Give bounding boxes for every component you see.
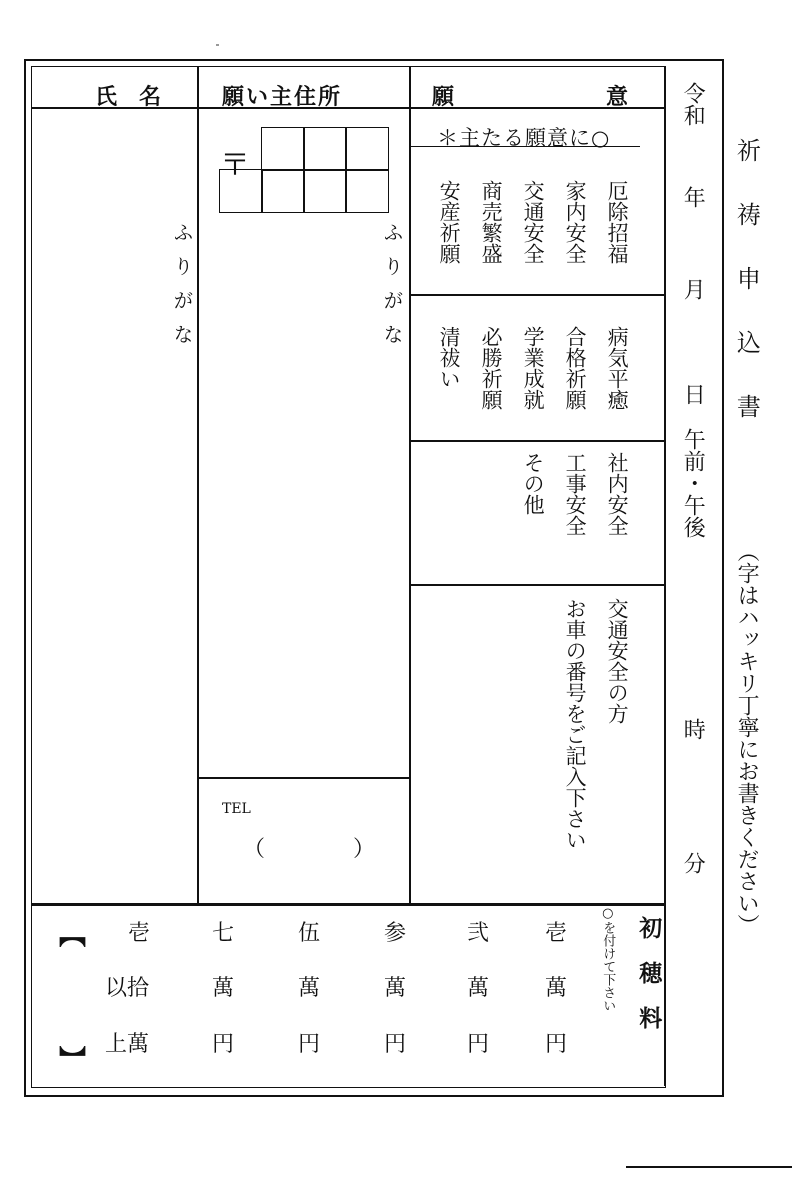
fee-option-mid: 萬 — [212, 976, 235, 1001]
fee-option-top: 七 — [212, 921, 235, 946]
car-number-field[interactable] — [414, 590, 554, 900]
fee-option-bottom: 円 — [212, 1032, 235, 1057]
wish-option[interactable]: 安産祈願 — [437, 180, 462, 264]
instruction-note: （字はハッキリ丁寧にお書きください） — [734, 540, 760, 936]
divider-wish-date — [664, 67, 666, 1086]
form-title: 祈 祷 申 込 書 — [732, 138, 761, 424]
wish-option[interactable]: 交通安全 — [521, 180, 546, 264]
car-note-line-2: お車の番号をご記入下さい — [563, 598, 588, 850]
wish-divider-1 — [410, 294, 664, 296]
fee-option-bottom: 円 — [384, 1032, 407, 1057]
fee-option-top: 壱 — [128, 921, 151, 946]
address-furigana: ふりがな — [380, 222, 404, 358]
address-field[interactable] — [200, 110, 408, 776]
fee-option-bottom: 円 — [467, 1032, 490, 1057]
wish-option[interactable]: 学業成就 — [521, 326, 546, 410]
date-month: 月 — [680, 278, 706, 300]
date-ampm: 午前・午後 — [680, 428, 706, 538]
tel-label: TEL — [222, 801, 251, 817]
wish-option[interactable]: 社内安全 — [605, 452, 630, 536]
wish-option[interactable]: 商売繁盛 — [479, 180, 504, 264]
wish-label-2: 意 — [606, 84, 629, 110]
wish-option[interactable]: 病気平癒 — [605, 326, 630, 410]
wish-option[interactable]: 厄除招福 — [605, 180, 630, 264]
tel-divider — [198, 777, 409, 779]
fee-circle-note: ○を付けて下さい — [600, 906, 616, 1012]
fee-section-top-line — [32, 903, 665, 906]
wish-option[interactable]: 工事安全 — [563, 452, 588, 536]
date-hour: 時 — [680, 718, 706, 740]
wish-option[interactable]: 清祓い — [437, 326, 462, 389]
wish-label: 願 — [432, 84, 455, 110]
wish-option[interactable]: その他 — [521, 452, 546, 515]
tel-parens[interactable]: （ ） — [243, 837, 376, 862]
date-era: 令和 — [680, 82, 706, 126]
bottom-right-rule — [626, 1166, 792, 1168]
fee-option-mid: 萬 — [467, 976, 490, 1001]
name-furigana: ふりがな — [170, 222, 194, 358]
wish-note: ＊主たる願意に○ — [437, 126, 611, 150]
fee-option-bottom: 円 — [545, 1032, 568, 1057]
name-field[interactable] — [34, 110, 196, 902]
wish-divider-3 — [410, 584, 664, 586]
fee-option-mid: 萬 — [384, 976, 407, 1001]
wish-option[interactable]: 家内安全 — [563, 180, 588, 264]
wish-option[interactable]: 必勝祈願 — [479, 326, 504, 410]
fee-option-bottom: 円 — [298, 1032, 321, 1057]
fee-option-top: 伍 — [298, 921, 321, 946]
fee-option-mid: 萬 — [545, 976, 568, 1001]
fee-option-top: 壱 — [545, 921, 568, 946]
date-day: 日 — [680, 383, 706, 405]
date-minute: 分 — [680, 852, 706, 874]
address-label: 願い主住所 — [222, 84, 343, 110]
wish-divider-2 — [410, 440, 664, 442]
bracket-open: 【 — [55, 921, 86, 948]
divider-address-wish — [409, 67, 411, 903]
fee-option-bottom: 上萬 — [105, 1032, 150, 1057]
fee-title: 初穂料 — [635, 916, 663, 1051]
fee-option-top: 参 — [384, 921, 407, 946]
date-year: 年 — [680, 186, 706, 208]
top-speck — [216, 44, 219, 46]
bracket-close: 】 — [55, 1045, 86, 1072]
wish-option[interactable]: 合格祈願 — [563, 326, 588, 410]
name-label: 氏 名 — [95, 84, 162, 110]
fee-option-mid: 萬 — [298, 976, 321, 1001]
postal-mark: 〒 — [220, 148, 250, 183]
fee-option-mid: 以拾 — [105, 976, 150, 1001]
fee-option-top: 弐 — [467, 921, 490, 946]
car-note-line-1: 交通安全の方 — [605, 598, 630, 724]
